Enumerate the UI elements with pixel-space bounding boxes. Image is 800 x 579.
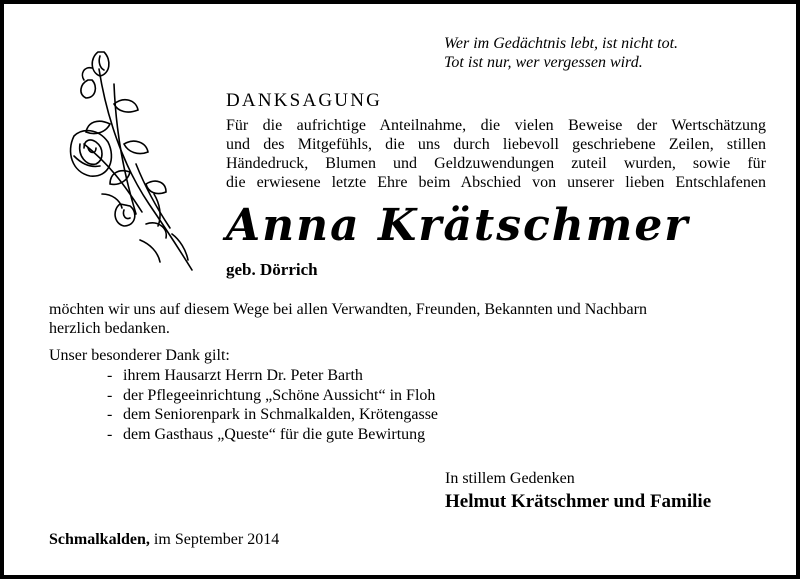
- list-item: [107, 405, 438, 425]
- page-title: DANKSAGUNG: [226, 90, 383, 111]
- list-dash: -: [107, 425, 113, 443]
- signers: Helmut Krätschmer und Familie: [445, 491, 712, 512]
- memory-line: In stillem Gedenken: [445, 470, 575, 487]
- intro-line: die erwiesene letzte Ehre beim Abschied von unserer lieben Entschlafenen: [226, 174, 766, 191]
- intro-paragraph: [226, 116, 766, 192]
- rose-illustration-icon: [54, 44, 204, 274]
- birth-name: geb. Dörrich: [226, 260, 318, 279]
- deceased-name: Anna Krätschmer: [226, 200, 690, 251]
- place: Schmalkalden,: [49, 531, 150, 548]
- list-dash: -: [107, 406, 113, 423]
- place-date: [49, 531, 279, 549]
- list-item-text: ihrem Hausarzt Herrn Dr. Peter Barth: [123, 367, 363, 384]
- special-thanks-heading: Unser besonderer Dank gilt:: [49, 347, 230, 364]
- intro-line: Händedruck, Blumen und Geldzuwendungen zuteil wurden, sowie für: [226, 155, 766, 172]
- thanks-line-1: möchten wir uns auf diesem Wege bei allen Verwandten, Freunden, Bekannten und Nachbarn: [49, 301, 647, 318]
- list-dash: -: [107, 367, 113, 384]
- list-dash: -: [107, 386, 113, 404]
- intro-line: Für die aufrichtige Anteilnahme, die vielen Beweise der Wertschätzung: [226, 117, 766, 134]
- list-item-text: der Pflegeeinrichtung „Schöne Aussicht“ in Floh: [123, 386, 436, 404]
- intro-line: und des Mitgefühls, die uns durch liebevoll geschriebene Zeilen, stillen: [226, 136, 766, 153]
- date: im September 2014: [153, 531, 280, 548]
- special-thanks-list: [107, 366, 438, 444]
- list-item: [107, 425, 438, 445]
- thanks-paragraph: [49, 300, 761, 338]
- quote-line-1: Wer im Gedächtnis lebt, ist nicht tot.: [444, 35, 679, 52]
- thanks-line-2: herzlich bedanken.: [49, 320, 170, 337]
- memorial-quote: [444, 34, 774, 72]
- list-item: [107, 386, 438, 406]
- list-item-text: dem Gasthaus „Queste“ für die gute Bewirtung: [123, 425, 426, 443]
- quote-line-2: Tot ist nur, wer vergessen wird.: [444, 54, 643, 71]
- list-item-text: dem Seniorenpark in Schmalkalden, Krötengasse: [123, 406, 439, 423]
- list-item: [107, 366, 438, 386]
